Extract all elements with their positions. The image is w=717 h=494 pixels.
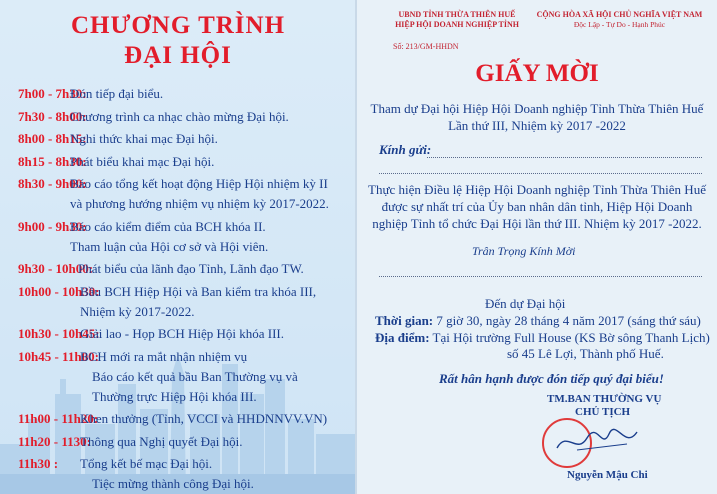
- time-value: 7 giờ 30, ngày 28 tháng 4 năm 2017 (sáng thứ sáu): [436, 313, 701, 328]
- nation-header: [532, 10, 707, 30]
- den-du-dai-hoi: Đến dự Đại hội: [485, 296, 566, 311]
- schedule-desc: và phương hướng nhiệm vụ nhiệm kỳ 2017-2022.: [70, 196, 329, 211]
- sign-role: CHỦ TỊCH: [575, 406, 631, 418]
- place-line2: số 45 Lê Lợi, Thành phố Huế.: [507, 346, 664, 361]
- schedule-time: 7h30 - 8h00:: [18, 108, 87, 124]
- schedule-desc: Nghi thức khai mạc Đại hội.: [70, 131, 218, 146]
- doc-number: Số: 213/GM-HHDN: [393, 42, 459, 51]
- place-row: [375, 330, 710, 346]
- schedule-desc: Tổng kết bế mạc Đại hội.: [80, 456, 213, 471]
- schedule-row: [0, 261, 356, 281]
- honor-line: Rất hân hạnh được đón tiếp quý đại biểu!: [439, 371, 664, 386]
- schedule-row: [0, 109, 356, 129]
- program-title-line2: ĐẠI HỘI: [124, 42, 232, 69]
- schedule-time: 9h00 - 9h30:: [18, 218, 87, 234]
- schedule-row: [0, 176, 356, 216]
- schedule-time: 10h30 - 10h45:: [18, 326, 100, 341]
- schedule-time: 8h30 - 9h00:: [18, 176, 87, 191]
- sign-title: TM.BAN THƯỜNG VỤ: [547, 393, 662, 405]
- body-line2: được sự nhất trí của Ủy ban nhân dân tỉnh, Hiệp Hội Doanh: [381, 199, 693, 214]
- schedule-time: 11h20 - 1130:: [18, 433, 91, 449]
- purpose-line1: Tham dự Đại hội Hiệp Hội Doanh nghiệp Tỉnh Thừa Thiên Huế: [370, 101, 704, 116]
- schedule-time: 8h00 - 8h15:: [18, 131, 87, 146]
- schedule-desc: Thường trực Hiệp Hội khóa III.: [92, 388, 257, 404]
- schedule-time: 7h00 - 7h30:: [18, 86, 87, 101]
- schedule-desc: Đón tiếp đại biểu.: [70, 86, 164, 101]
- schedule-desc: Phát biểu khai mạc Đại hội.: [70, 153, 215, 169]
- schedule-row: [0, 349, 356, 409]
- schedule-row: [0, 219, 356, 259]
- program-panel: [0, 0, 356, 494]
- program-title-line1: CHƯƠNG TRÌNH: [70, 12, 286, 39]
- guest-line: [379, 276, 702, 277]
- body-line3: nghiệp Tỉnh tổ chức Đại Hội lần thứ III. Nhiệm kỳ 2017 -2022.: [372, 216, 702, 231]
- schedule-row: [0, 434, 356, 454]
- purpose-line2: Lần thứ III, Nhiệm kỳ 2017 -2022: [448, 118, 626, 133]
- time-label: Thời gian:: [375, 313, 434, 328]
- place-line1: Tại Hội trường Full House (KS Bờ sông Thanh Lịch): [432, 330, 710, 345]
- schedule-desc: Nhiệm kỳ 2017-2022.: [80, 303, 195, 319]
- schedule-desc: Phát biểu của lãnh đạo Tỉnh, Lãnh đạo TW.: [78, 261, 304, 276]
- schedule-desc: Giải lao - Họp BCH Hiệp Hội khóa III.: [80, 326, 284, 341]
- schedule-desc: Chương trình ca nhạc chào mừng Đại hội.: [70, 108, 289, 124]
- schedule-row: [0, 284, 356, 324]
- schedule-desc: Bầu BCH Hiệp Hội và Ban kiểm tra khóa III,: [80, 283, 317, 299]
- nation-line1: CỘNG HÒA XÃ HỘI CHỦ NGHĨA VIỆT NAM: [536, 10, 703, 19]
- schedule-desc: Tiệc mừng thành công Đại hội.: [92, 476, 254, 491]
- schedule-desc: Tham luận của Hội cơ sở và Hội viên.: [70, 238, 269, 254]
- schedule-desc: Báo cáo kiểm điểm của BCH khóa II.: [70, 218, 266, 234]
- recipient-line-1: [427, 157, 702, 158]
- signer-name: Nguyễn Mậu Chi: [567, 469, 648, 481]
- respect-note: Trân Trọng Kính Mời: [472, 244, 576, 258]
- org-line2: HIỆP HỘI DOANH NGHIỆP TỈNH: [395, 20, 519, 29]
- schedule-desc: Thông qua Nghị quyết Đại hội.: [80, 433, 243, 449]
- recipient-line-2: [379, 173, 702, 174]
- schedule-row: [0, 456, 356, 494]
- org-line1: UBND TỈNH THỪA THIÊN HUẾ: [398, 10, 516, 19]
- schedule-desc: Khen thưởng (Tỉnh, VCCI và HHDNNVV.VN): [80, 411, 328, 426]
- schedule-time: 10h45 - 11h00:: [18, 348, 99, 364]
- schedule-row: [0, 131, 356, 151]
- time-row: [375, 313, 701, 329]
- schedule-row: [0, 411, 356, 431]
- invite-title: GIẤY MỜI: [475, 60, 599, 87]
- schedule-desc: Báo cáo kết quả bầu Ban Thường vụ và: [92, 368, 298, 384]
- schedule-row: [0, 326, 356, 346]
- schedule-desc: Báo cáo tổng kết hoạt động Hiệp Hội nhiệm kỳ II: [70, 176, 328, 191]
- body-line1: Thực hiện Điều lệ Hiệp Hội Doanh nghiệp Tỉnh Thừa Thiên Huế: [368, 182, 706, 197]
- schedule-time: 10h00 - 10h30:: [18, 283, 100, 299]
- schedule-row: [0, 154, 356, 174]
- schedule-time: 11h30 :: [18, 456, 59, 471]
- schedule-row: [0, 86, 356, 106]
- invitation-panel: [357, 0, 717, 494]
- nation-line2: Độc Lập - Tự Do - Hạnh Phúc: [573, 20, 666, 29]
- place-label: Địa điểm:: [375, 330, 430, 345]
- org-header: [377, 10, 537, 30]
- kinh-gui-label: Kính gửi:: [379, 142, 432, 157]
- schedule-time: 8h15 - 8h30:: [18, 153, 87, 169]
- signature-graphic: [547, 420, 642, 460]
- schedule-time: 9h30 - 10h00:: [18, 261, 94, 276]
- schedule-time: 11h00 - 11h20:: [18, 411, 99, 426]
- schedule-desc: BCH mới ra mắt nhận nhiệm vụ: [80, 348, 248, 364]
